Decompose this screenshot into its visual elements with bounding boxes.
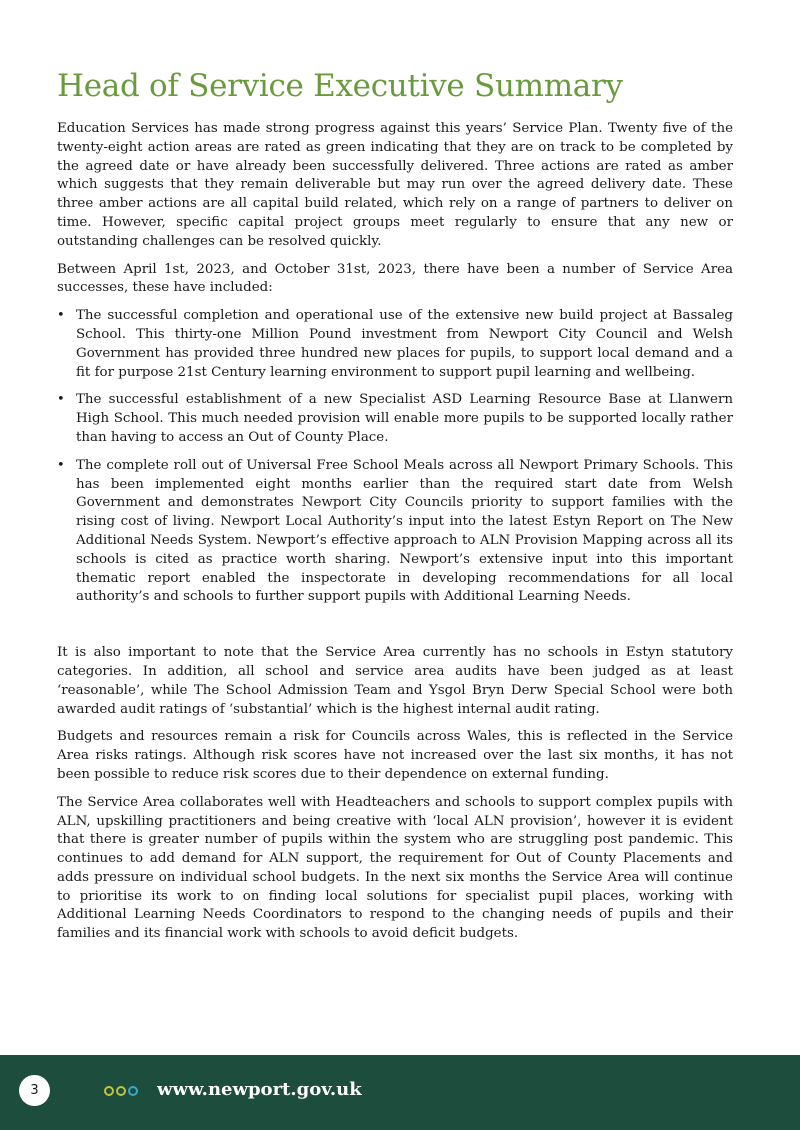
section-spacer	[57, 616, 733, 644]
logo-circle-icon	[104, 1086, 114, 1096]
page-title: Head of Service Executive Summary	[57, 68, 623, 104]
website-link[interactable]: www.newport.gov.uk	[157, 1079, 362, 1100]
page-footer	[0, 1055, 800, 1130]
list-item: • The successful completion and operational use of the extensive new build project at Bassaleg School. This thirty-one Million Pound investment from Newport City Council and Welsh Government has provided three hundred new places for pupils, to support local demand and a fit for purpose 21st Century learning environment to support pupil learning and wellbeing.	[57, 307, 733, 382]
successes-list	[57, 307, 733, 607]
intro-paragraph-1: Education Services has made strong progress against this years’ Service Plan. Twenty five of the twenty-eight action areas are rated as green indicating that they are on track to be completed by the agreed date or have already been successfully delivered. Three actions are rated as amber which suggests that they remain deliverable but may run over the agreed delivery date. These three amber actions are all capital build related, which rely on a range of partners to deliver on time. However, specific capital project groups meet regularly to ensure that any new or outstanding challenges can be resolved quickly.	[57, 121, 733, 249]
closing-paragraph-2: Budgets and resources remain a risk for Councils across Wales, this is reflected in the Service Area risks ratings. Although risk scores have not increased over the last six months, it has not been possible to reduce risk scores due to their dependence on external funding.	[57, 729, 733, 782]
intro-paragraph-2: Between April 1st, 2023, and October 31st, 2023, there have been a number of Service Area successes, these have included:	[57, 261, 733, 296]
document-body	[57, 66, 733, 953]
page-number-badge: 3	[19, 1075, 50, 1106]
closing-paragraph-1: It is also important to note that the Service Area currently has no schools in Estyn statutory categories. In addition, all school and service area audits have been judged as at least ‘reasonable’, while The School Admission Team and Ysgol Bryn Derw Special School were both awarded audit ratings of ‘substantial’ which is the highest internal audit rating.	[57, 645, 733, 717]
list-item: • The complete roll out of Universal Free School Meals across all Newport Primary Schools. This has been implemented eight months earlier than the required start date from Welsh Government and demonstrates Newport City Councils priority to support families with the rising cost of living. Newport Local Authority’s input into the latest Estyn Report on The New Additional Needs System. Newport’s effective approach to ALN Provision Mapping across all its schools is cited as practice worth sharing. Newport’s extensive input into this important thematic report enabled the inspectorate in developing recommendations for all local authority’s and schools to further support pupils with Additional Learning Needs.	[57, 457, 733, 607]
logo-circles-icon	[104, 1086, 138, 1096]
closing-paragraph-3: The Service Area collaborates well with Headteachers and schools to support complex pupils with ALN, upskilling practitioners and being creative with ‘local ALN provision’, however it is evident that there is greater number of pupils within the system who are struggling post pandemic. This continues to add demand for ALN support, the requirement for Out of County Placements and adds pressure on individual school budgets. In the next six months the Service Area will continue to prioritise its work to on finding local solutions for specialist pupil places, working with Additional Learning Needs Coordinators to respond to the changing needs of pupils and their families and its financial work with schools to avoid deficit budgets.	[57, 794, 733, 942]
logo-circle-icon	[116, 1086, 126, 1096]
logo-circle-icon	[128, 1086, 138, 1096]
list-item: • The successful establishment of a new Specialist ASD Learning Resource Base at Llanwern High School. This much needed provision will enable more pupils to be supported locally rather than having to access an Out of County Place.	[57, 391, 733, 447]
